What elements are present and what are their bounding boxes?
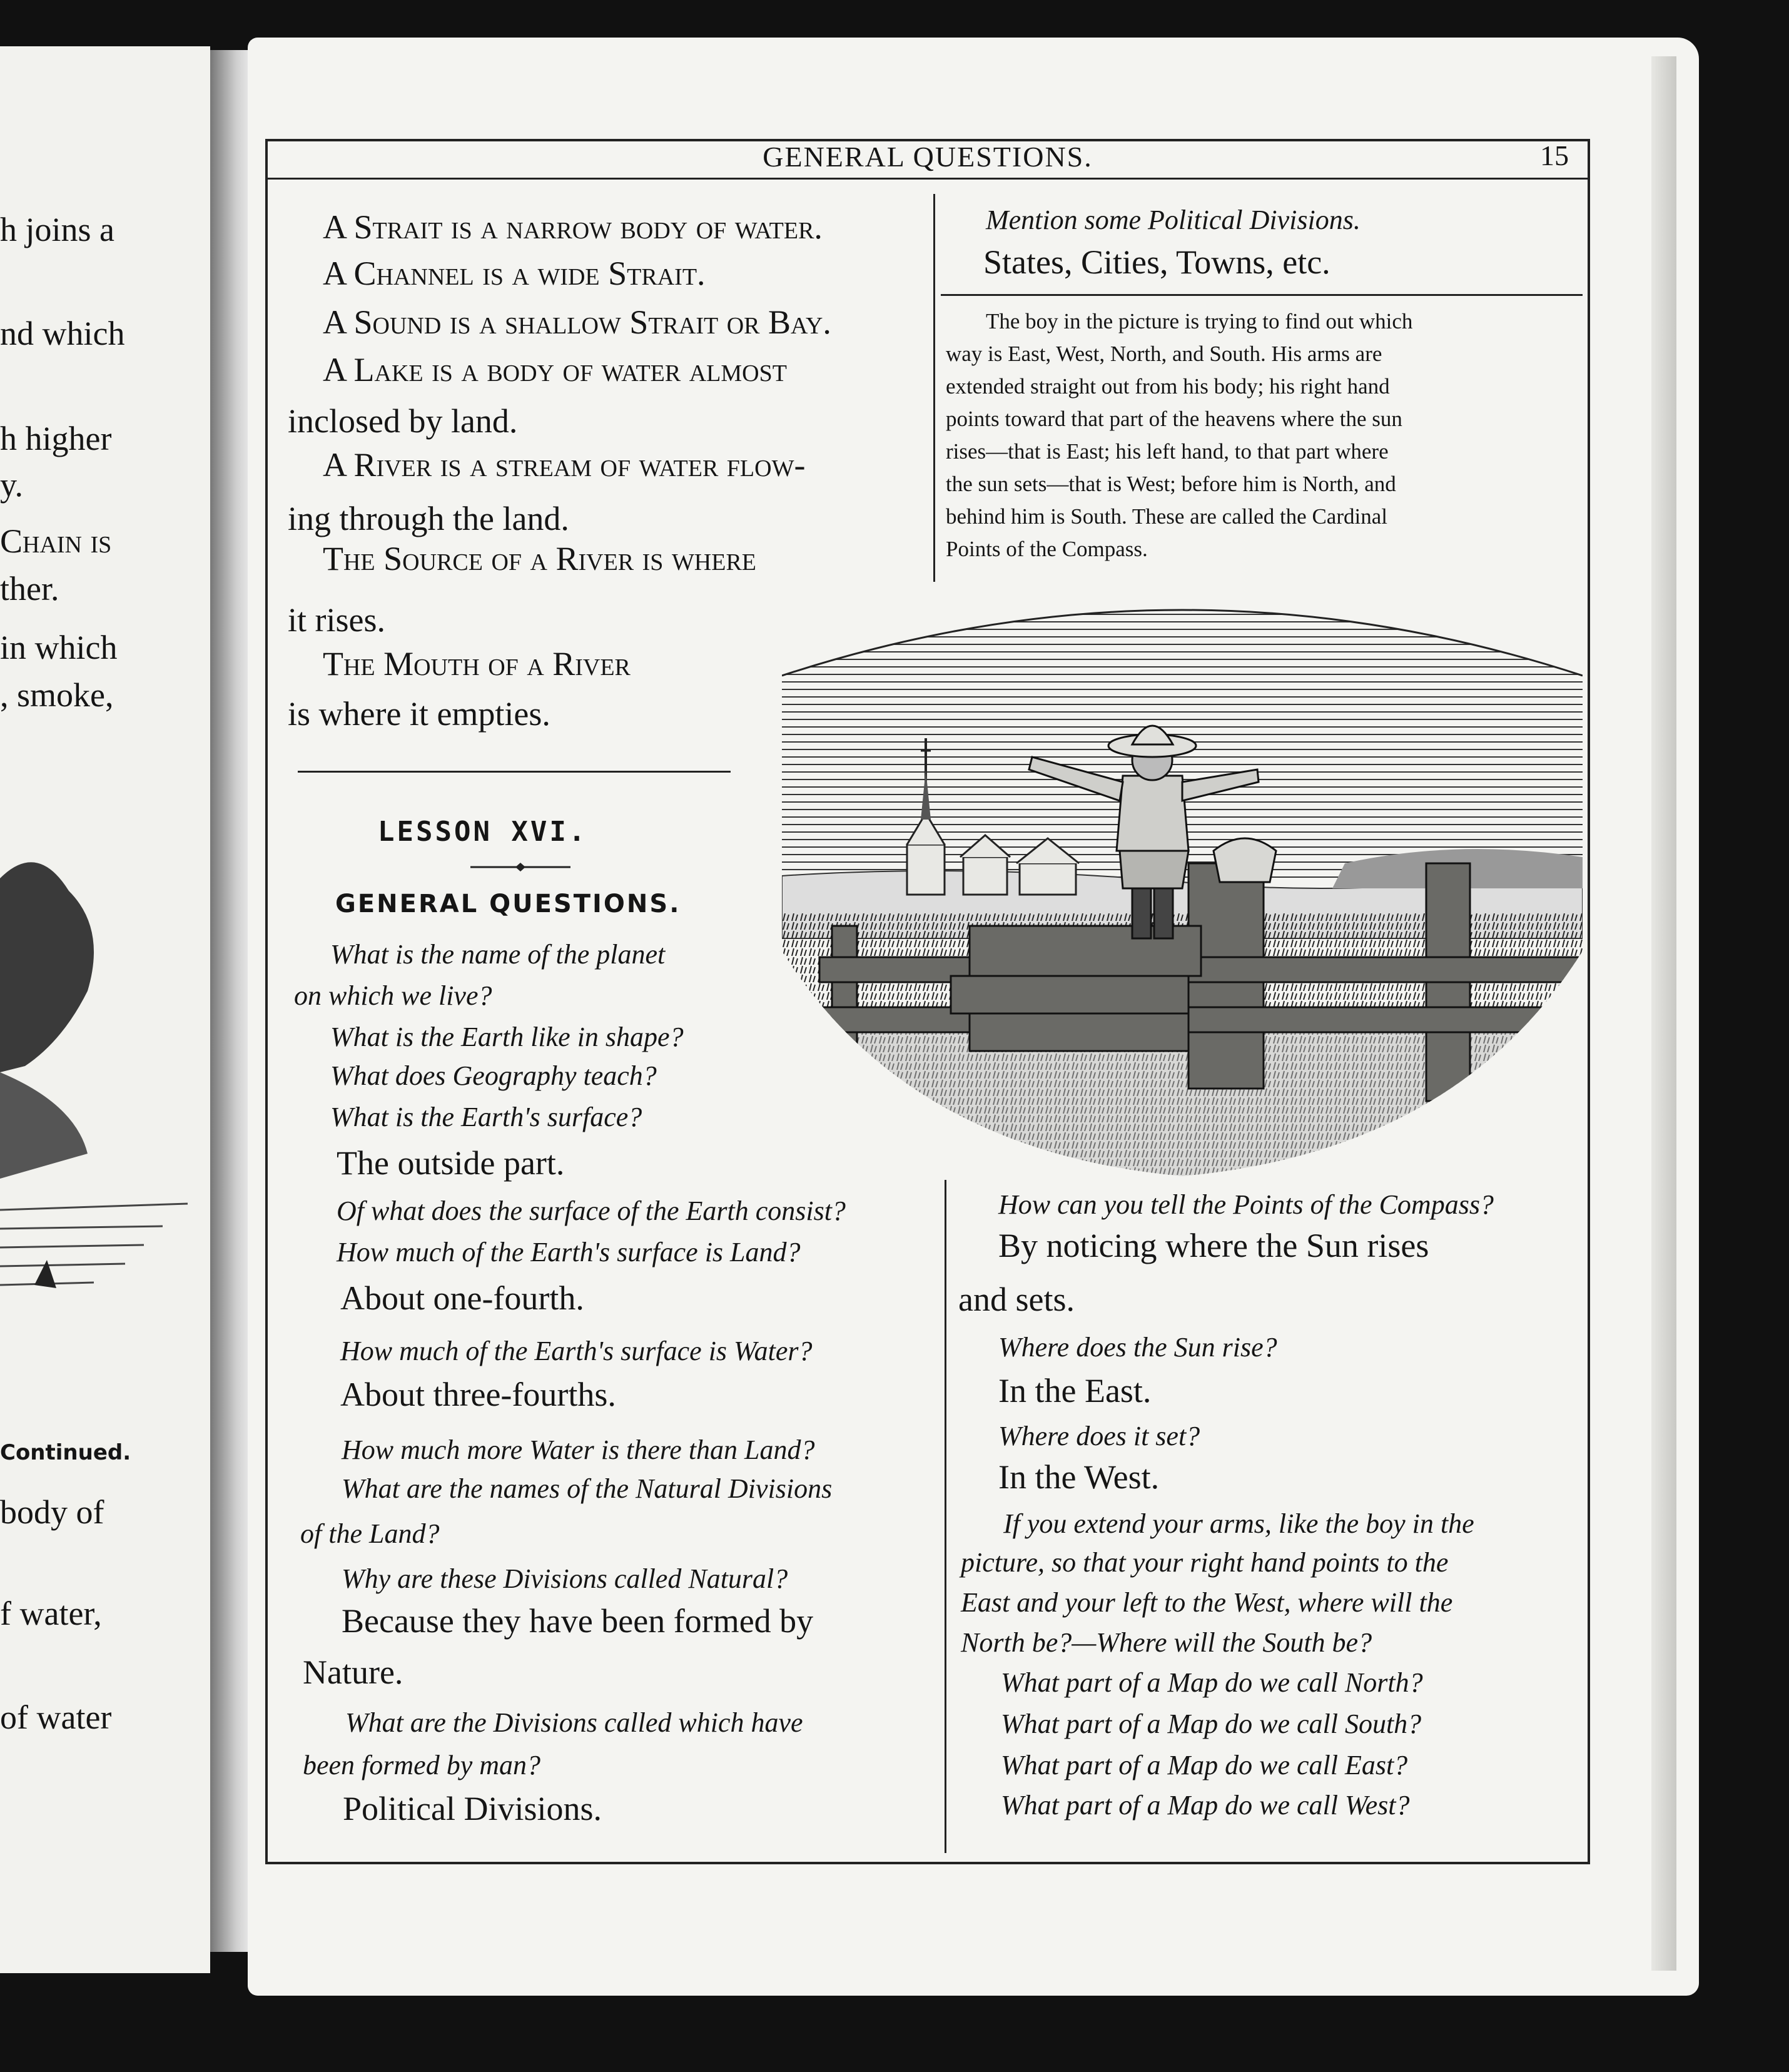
answer: About one-fourth. [340, 1279, 584, 1317]
section-heading: GENERAL QUESTIONS. [335, 890, 681, 918]
answer: and sets. [958, 1281, 1075, 1318]
definition-river-cont: ing through the land. [288, 500, 569, 537]
picture-note-line: The boy in the picture is trying to find out which [986, 309, 1413, 333]
answer: By noticing where the Sun rises [998, 1227, 1429, 1264]
picture-note-line: points toward that part of the heavens where the sun [946, 407, 1402, 431]
question: Where does it set? [998, 1421, 1200, 1451]
page-edge [1651, 56, 1676, 1971]
question: How much of the Earth's surface is Water? [340, 1336, 813, 1366]
lesson-rule [298, 771, 731, 773]
definition-mouth: The Mouth of a River [323, 645, 631, 683]
question: picture, so that your right hand points to the [961, 1547, 1449, 1578]
definition-river: A River is a stream of water flow- [323, 446, 806, 484]
question: How much of the Earth's surface is Land? [337, 1237, 801, 1267]
left-page-fragment [0, 46, 210, 1973]
left-page-line: nd which [0, 315, 125, 352]
left-page-line: Chain is [0, 522, 112, 560]
ornament-divider [470, 861, 570, 873]
definition-lake-cont: inclosed by land. [288, 402, 518, 440]
definition-sound: A Sound is a shallow Strait or Bay. [323, 303, 831, 341]
question: North be?—Where will the South be? [961, 1627, 1372, 1658]
left-page-line: ther. [0, 570, 59, 607]
definition-channel: A Channel is a wide Strait. [323, 255, 706, 292]
question: How much more Water is there than Land? [342, 1435, 815, 1465]
question: Why are these Divisions called Natural? [342, 1563, 788, 1594]
picture-note-line: Points of the Compass. [946, 537, 1148, 561]
left-page-line: of water [0, 1699, 112, 1736]
picture-note-line: extended straight out from his body; his right hand [946, 374, 1390, 399]
question: What are the names of the Natural Divisions [342, 1473, 833, 1504]
definition-source: The Source of a River is where [323, 540, 757, 577]
left-page-line: , smoke, [0, 676, 114, 714]
definition-source-cont: it rises. [288, 601, 385, 639]
question: What part of a Map do we call South? [1001, 1709, 1422, 1739]
answer: In the East. [998, 1372, 1152, 1409]
answer: About three-fourths. [340, 1376, 616, 1413]
left-page-illustration-fragment [0, 803, 210, 1348]
boy-on-fence-illustration [782, 588, 1583, 1179]
picture-note-line: way is East, West, North, and South. His arms are [946, 342, 1382, 366]
question: What are the Divisions called which have [345, 1707, 803, 1738]
question: What is the Earth like in shape? [330, 1022, 684, 1052]
picture-note-line: behind him is South. These are called the Cardinal [946, 504, 1387, 529]
political-question: Mention some Political Divisions. [986, 205, 1361, 235]
left-page-line: body of [0, 1493, 104, 1531]
picture-note-line: the sun sets—that is West; before him is North, and [946, 472, 1396, 496]
question: What is the name of the planet [330, 939, 666, 970]
question: How can you tell the Points of the Compass? [998, 1189, 1494, 1220]
lesson-title: LESSON XVI. [378, 816, 588, 848]
running-header: GENERAL QUESTIONS. [763, 141, 1093, 173]
picture-note-line: rises—that is East; his left hand, to that part where [946, 439, 1389, 464]
question: What part of a Map do we call North? [1001, 1667, 1423, 1698]
note-rule [941, 294, 1583, 296]
political-answer: States, Cities, Towns, etc. [983, 243, 1330, 281]
column-rule-top [933, 194, 935, 582]
book-gutter [210, 50, 248, 1952]
column-rule-bottom [945, 1180, 946, 1853]
answer: In the West. [998, 1458, 1160, 1496]
question: What does Geography teach? [330, 1060, 657, 1091]
left-page-line: h joins a [0, 211, 114, 248]
question: on which we live? [294, 980, 492, 1011]
question: What is the Earth's surface? [330, 1102, 642, 1132]
question: If you extend your arms, like the boy in the [1003, 1508, 1474, 1539]
left-page-line: y. [0, 466, 23, 504]
question: What part of a Map do we call East? [1001, 1750, 1408, 1780]
left-page-line: f water, [0, 1595, 102, 1632]
question: Of what does the surface of the Earth consist? [337, 1196, 846, 1226]
question: What part of a Map do we call West? [1001, 1790, 1410, 1821]
answer: Political Divisions. [343, 1790, 602, 1827]
answer: The outside part. [337, 1144, 565, 1182]
question: of the Land? [300, 1518, 440, 1549]
definition-lake: A Lake is a body of water almost [323, 351, 787, 388]
question: been formed by man? [303, 1750, 541, 1780]
answer: Because they have been formed by [342, 1602, 814, 1640]
header-rule [265, 178, 1590, 180]
page-number: 15 [1540, 140, 1569, 171]
left-page-line: in which [0, 629, 118, 666]
left-page-line: Continued. [0, 1440, 131, 1465]
definition-strait: A Strait is a narrow body of water. [323, 208, 823, 246]
question: East and your left to the West, where will the [961, 1587, 1453, 1618]
definition-mouth-cont: is where it empties. [288, 695, 550, 733]
left-page-line: h higher [0, 420, 112, 457]
question: Where does the Sun rise? [998, 1332, 1277, 1363]
answer: Nature. [303, 1653, 403, 1691]
